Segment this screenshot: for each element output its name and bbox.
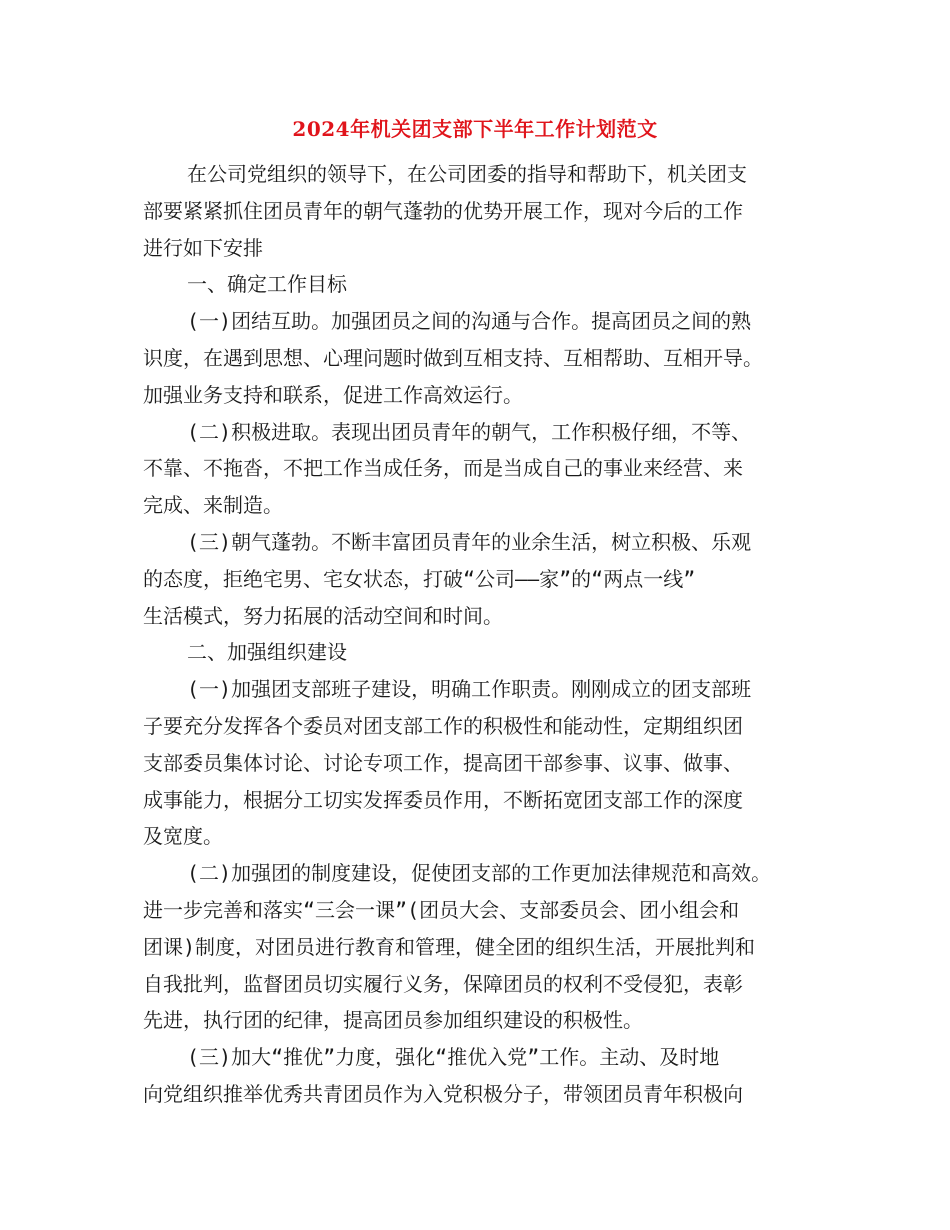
paragraph-line: 生活模式，努力拓展的活动空间和时间。 [143, 603, 503, 628]
document-title: 2024年机关团支部下半年工作计划范文 [292, 117, 658, 141]
paragraph-line: 识度，在遇到思想、心理问题时做到互相支持、互相帮助、互相开导。 [143, 345, 763, 370]
paragraph-line: 自我批判，监督团员切实履行义务，保障团员的权利不受侵犯，表彰 [143, 971, 743, 996]
paragraph-line: (三)朝气蓬勃。不断丰富团员青年的业余生活，树立积极、乐观 [187, 529, 752, 554]
paragraph-line: 完成、来制造。 [143, 493, 283, 518]
paragraph-line: 的态度，拒绝宅男、宅女状态，打破“公司——家”的“两点一线” [143, 566, 696, 591]
paragraph-line: 进一步完善和落实“三会一课”(团员大会、支部委员会、团小组会和 [143, 897, 740, 922]
paragraph-org-system [143, 855, 807, 1039]
paragraph-line: 子要充分发挥各个委员对团支部工作的积极性和能动性，定期组织团 [143, 713, 743, 738]
paragraph-org-recommend [143, 1039, 807, 1113]
paragraph-line: 不靠、不拖沓，不把工作当成任务，而是当成自己的事业来经营、来 [143, 456, 743, 481]
section-heading-organization [143, 634, 807, 671]
paragraph-line: 及宽度。 [143, 824, 223, 849]
paragraph-line: (一)加强团支部班子建设，明确工作职责。刚刚成立的团支部班 [187, 677, 752, 702]
paragraph-goal-progress [143, 414, 807, 524]
paragraph-org-team [143, 671, 807, 855]
paragraph-line: 进行如下安排 [143, 235, 263, 260]
paragraph-line: 部要紧紧抓住团员青年的朝气蓬勃的优势开展工作，现对今后的工作 [143, 198, 743, 223]
paragraph-line: 成事能力，根据分工切实发挥委员作用，不断拓宽团支部工作的深度 [143, 787, 743, 812]
document-body [143, 156, 807, 1113]
section-heading-goals [143, 266, 807, 303]
paragraph-line: (二)积极进取。表现出团员青年的朝气，工作积极仔细，不等、 [187, 419, 752, 444]
section-heading-line: 二、加强组织建设 [187, 640, 347, 665]
section-heading-line: 一、确定工作目标 [187, 272, 347, 297]
paragraph-line: (三)加大“推优”力度，强化“推优入党”工作。主动、及时地 [187, 1045, 720, 1070]
paragraph-line: (一)团结互助。加强团员之间的沟通与合作。提高团员之间的熟 [187, 309, 752, 334]
paragraph-line: (二)加强团的制度建设，促使团支部的工作更加法律规范和高效。 [187, 861, 772, 886]
paragraph-line: 支部委员集体讨论、讨论专项工作，提高团干部参事、议事、做事、 [143, 750, 743, 775]
paragraph-goal-vigor [143, 524, 807, 634]
paragraph-line: 先进，执行团的纪律，提高团员参加组织建设的积极性。 [143, 1008, 643, 1033]
paragraph-line: 加强业务支持和联系，促进工作高效运行。 [143, 382, 523, 407]
paragraph-line: 在公司党组织的领导下，在公司团委的指导和帮助下，机关团支 [187, 162, 747, 186]
paragraph-line: 团课)制度，对团员进行教育和管理，健全团的组织生活，开展批判和 [143, 934, 756, 959]
paragraph-intro [143, 156, 807, 266]
paragraph-line: 向党组织推举优秀共青团员作为入党积极分子，带领团员青年积极向 [143, 1081, 743, 1106]
paragraph-goal-unity [143, 303, 807, 413]
